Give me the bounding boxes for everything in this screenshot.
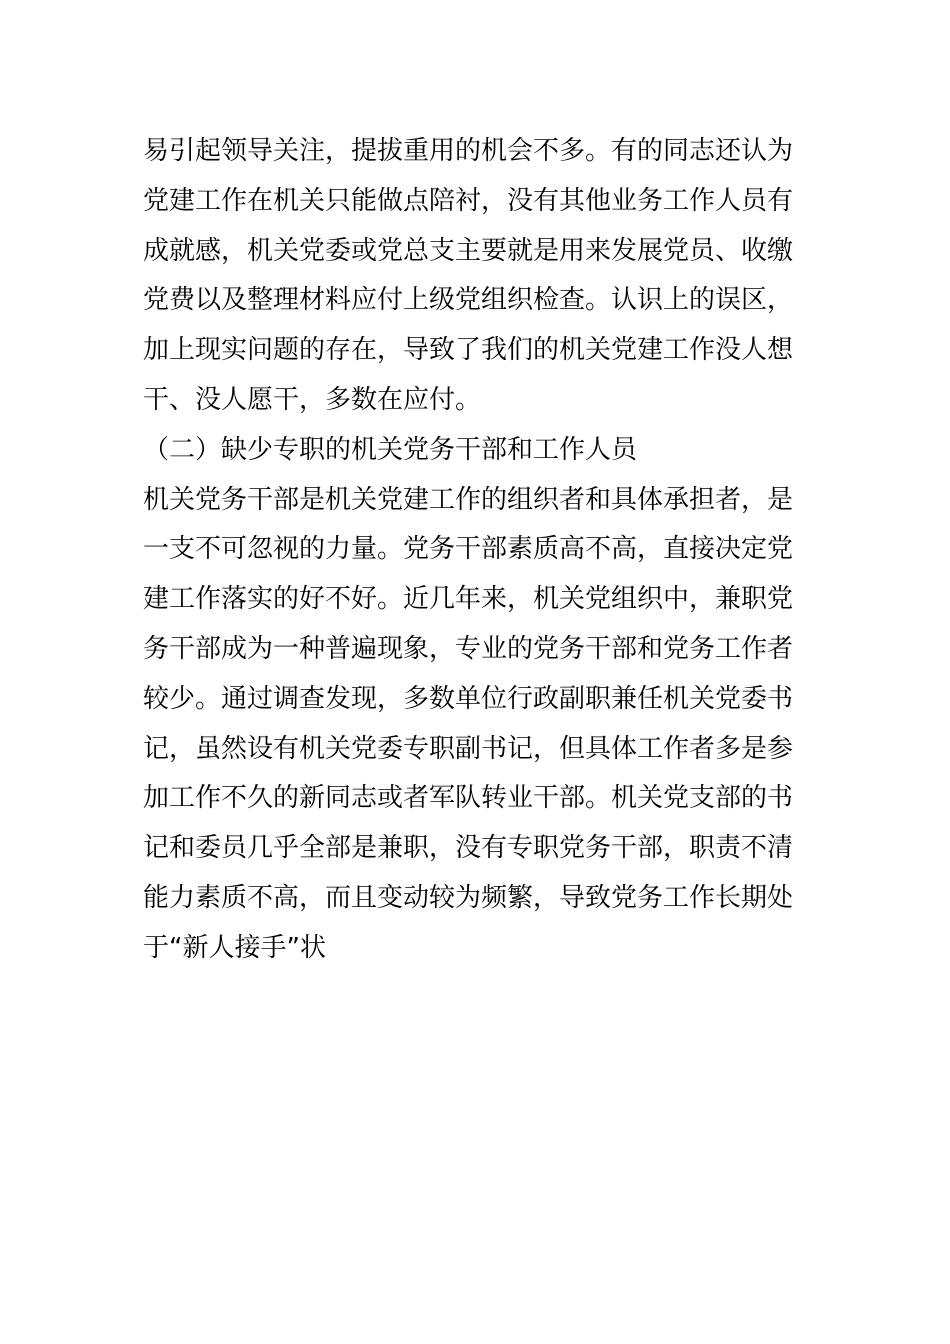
paragraph-line: 记，虽然设有机关党委专职副书记，但具体工作者多是参 bbox=[143, 733, 794, 764]
paragraph-line: 较少。通过调查发现，多数单位行政副职兼任机关党委书 bbox=[143, 683, 794, 714]
paragraph-2 bbox=[143, 476, 823, 974]
paragraph-1 bbox=[143, 127, 823, 426]
paragraph-line: 一支不可忽视的力量。党务干部素质高不高，直接决定党 bbox=[143, 534, 794, 565]
paragraph-line: 易引起领导关注，提拔重用的机会不多。有的同志还认为 bbox=[143, 136, 794, 166]
section-heading: （二）缺少专职的机关党务干部和工作人员 bbox=[143, 434, 638, 465]
paragraph-line: 记和委员几乎全部是兼职，没有专职党务干部，职责不清 bbox=[143, 833, 794, 864]
paragraph-line: 于“新人接手”状 bbox=[143, 932, 326, 963]
paragraph-line: 务干部成为一种普遍现象，专业的党务干部和党务工作者 bbox=[143, 633, 794, 664]
paragraph-line: 加上现实问题的存在，导致了我们的机关党建工作没人想 bbox=[143, 335, 794, 366]
paragraph-line: 干、没人愿干，多数在应付。 bbox=[143, 384, 482, 415]
paragraph-line: 党建工作在机关只能做点陪衬，没有其他业务工作人员有 bbox=[143, 185, 794, 216]
document-body bbox=[143, 127, 823, 974]
paragraph-line: 党费以及整理材料应付上级党组织检查。认识上的误区， bbox=[143, 285, 794, 316]
paragraph-line: 机关党务干部是机关党建工作的组织者和具体承担者，是 bbox=[143, 484, 794, 515]
paragraph-line: 建工作落实的好不好。近几年来，机关党组织中，兼职党 bbox=[143, 584, 794, 615]
paragraph-line: 加工作不久的新同志或者军队转业干部。机关党支部的书 bbox=[143, 783, 794, 814]
paragraph-line: 成就感，机关党委或党总支主要就是用来发展党员、收缴 bbox=[143, 235, 794, 266]
paragraph-line: 能力素质不高，而且变动较为频繁，导致党务工作长期处 bbox=[143, 882, 794, 913]
